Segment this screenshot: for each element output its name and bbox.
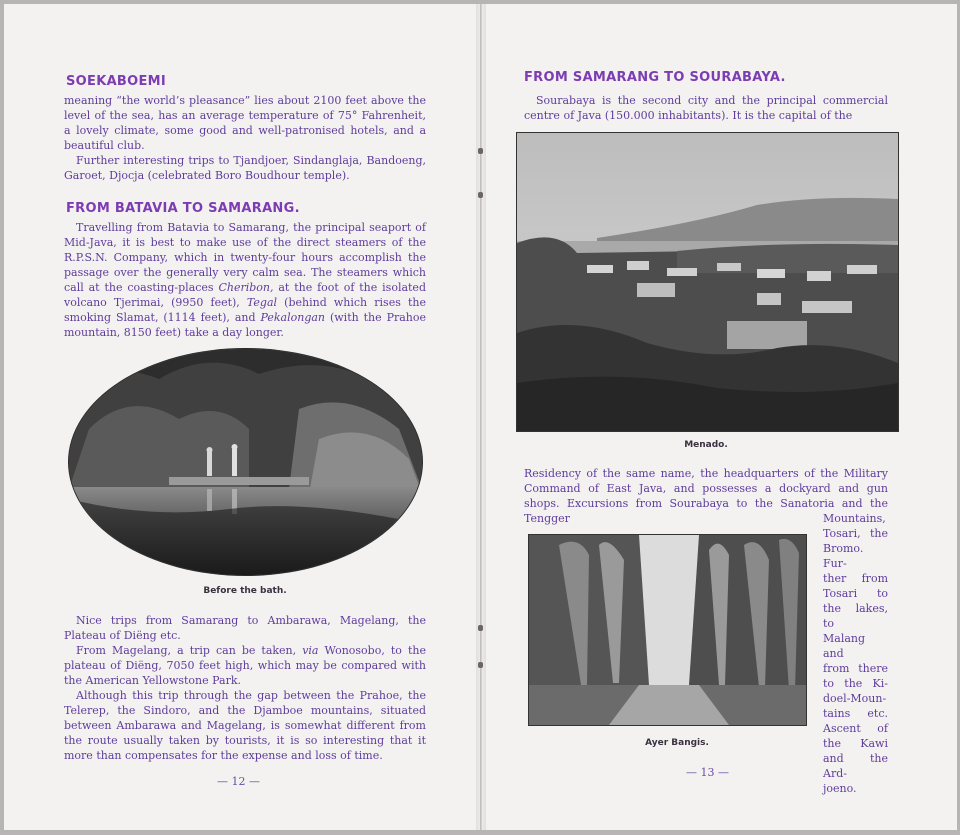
place-tegal: Tegal [246,296,278,309]
side-column-line: ther from [823,572,888,585]
sourabaya-intro [524,93,888,123]
sourabaya-continuation-para: Residency of the same name, the headquarters of the Military Command of East Java, and possesses a dockyard and gun shops. Excursions from Sourabaya to the Sanatoria and the Tengger [524,467,888,525]
side-column-line: joeno. [823,782,857,795]
lower-para-2 [64,643,426,688]
before-the-bath-photo [68,348,423,576]
soekaboemi-para-2: Further interesting trips to Tjandjoer, Sindanglaja, Bandoeng, Garoet, Djocja (celebrated Boro Boudhour temple). [64,154,426,182]
lower-para-1: Nice trips from Samarang to Ambarawa, Magelang, the Plateau of Diëng etc. [64,614,426,642]
batavia-para [64,220,426,340]
staple-bottom [478,662,483,668]
side-column-line: and the Ard- [823,752,888,780]
before-the-bath-caption: Before the bath. [203,586,287,596]
side-column-line: the lakes, to [823,602,888,630]
lower-para-3: Although this trip through the gap between the Prahoe, the Telerep, the Sindoro, and the Djamboe mountains, situated between Ambarawa and Magelang, is somewhat different from the route usually taken by tourists, it is so interesting that it more than compensates for the expense and loss of time. [64,689,426,762]
side-column-line: Malang and [823,632,866,660]
side-column-line: Bromo. Fur- [823,542,864,570]
menado-landscape-image [517,133,898,431]
side-column-text [823,511,888,796]
side-column-line: tains etc. [823,707,888,720]
place-cheribon: Cheribon, [218,281,274,294]
page-number-right: — 13 — [686,766,729,779]
soekaboemi-text [64,93,426,183]
menado-photo [516,132,899,432]
menado-caption: Menado. [684,440,728,450]
side-column-line: to the Ki- [823,677,888,690]
batavia-heading: FROM BATAVIA TO SAMARANG. [66,201,300,216]
ayer-bangis-caption: Ayer Bangis. [645,738,709,748]
lower-text [64,613,426,763]
side-column-line: doel-Moun- [823,692,887,705]
word-via: via [302,644,319,657]
staple-lower [478,625,483,631]
samarang-sourabaya-heading: FROM SAMARANG TO SOURABAYA. [524,70,786,85]
sourabaya-intro-para: Sourabaya is the second city and the principal commercial centre of Java (150.000 inhabitants). It is the capital of the [524,94,888,122]
place-pekalongan: Pekalongan [260,311,326,324]
side-column-line: Ascent of [823,722,888,735]
batavia-text-c: (behind which rises the smoking Slamat, (1114 feet), and [64,296,426,324]
page-number-left: — 12 — [217,775,260,788]
side-column-line: Mountains, [823,512,886,525]
side-column-line: from there [823,662,888,675]
side-column-line: the Kawi [823,737,888,750]
soekaboemi-para-1: meaning “the world’s pleasance” lies about 2100 feet above the level of the sea, has an average temperature of 75° Fahrenheit, a lovely climate, some good and well-patronised hotels, and a beautiful club. [64,94,426,152]
ayer-bangis-photo [528,534,807,726]
lower-para-2-b: Wonosobo, to the plateau of Diëng, 7050 feet high, which may be compared with the American Yellowstone Park. [64,644,426,687]
batavia-text-d: (with the Prahoe mountain, 8150 feet) take a day longer. [64,311,427,339]
batavia-text-a: Travelling from Batavia to Samarang, the principal seaport of Mid-Java, it is best to make use of the direct steamers of the R.P.S.N. Company, which in twenty-four hours accomplish the passage over the generally very calm sea. The steamers which call at the coasting-places [64,221,426,294]
lower-para-2-a: From Magelang, a trip can be taken, [76,644,303,657]
palm-avenue-image [529,535,806,725]
staple-mid [478,192,483,198]
pool-scene-image [69,349,422,575]
side-column-line: Tosari to [823,587,888,600]
side-column-line: Tosari, the [823,527,888,540]
batavia-text-b: at the foot of the isolated volcano Tjerimai, (9950 feet), [64,281,426,309]
soekaboemi-heading: SOEKABOEMI [66,74,167,89]
batavia-text [64,220,426,340]
staple-top [478,148,483,154]
book-gutter [476,4,486,830]
